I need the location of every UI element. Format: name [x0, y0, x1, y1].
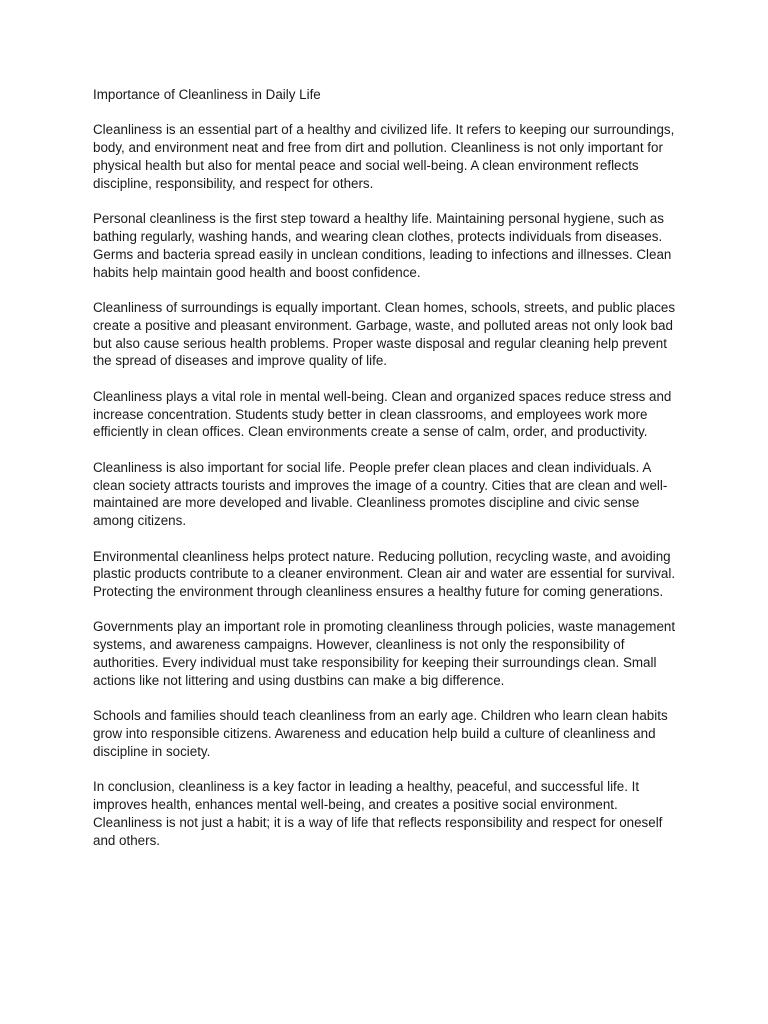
paragraph-surroundings: Cleanliness of surroundings is equally important. Clean homes, schools, streets, and public places create a positive and pleasant environment. Garbage, waste, and polluted areas not only look bad but also cause serious health problems. Proper waste disposal and regular cleaning help prevent the spread of diseases and improve quality of life. [93, 299, 676, 369]
paragraph-personal-cleanliness: Personal cleanliness is the first step toward a healthy life. Maintaining personal hygiene, such as bathing regularly, washing hands, and wearing clean clothes, protects individuals from diseases. Germs and bacteria spread easily in unclean conditions, leading to infections and illnesses. Clean habits help maintain good health and boost confidence. [93, 211, 672, 280]
paragraph-conclusion: In conclusion, cleanliness is a key factor in leading a healthy, peaceful, and successful life. It improves health, enhances mental well-being, and creates a positive social environment. Cleanliness is not just a habit; it is a way of life that reflects responsibility and respect for oneself and others. [93, 779, 663, 848]
paragraph-governments: Governments play an important role in promoting cleanliness through policies, waste management systems, and awareness campaigns. However, cleanliness is not only the responsibility of authorities. Every individual must take responsibility for keeping their surroundings clean. Small actions like not littering and using dustbins can make a big difference. [93, 619, 676, 688]
paragraph-schools-families: Schools and families should teach cleanliness from an early age. Children who learn clean habits grow into responsible citizens. Awareness and education help build a culture of cleanliness and discipline in society. [93, 708, 668, 759]
paragraph-mental-well-being: Cleanliness plays a vital role in mental well-being. Clean and organized spaces reduce stress and increase concentration. Students study better in clean classrooms, and employees work more efficiently in clean offices. Clean environments create a sense of calm, order, and productivity. [93, 388, 672, 440]
paragraph-introduction: Cleanliness is an essential part of a healthy and civilized life. It refers to keeping our surroundings, body, and environment neat and free from dirt and pollution. Cleanliness is not only important for physical health but also for mental peace and social well-being. A clean environment reflects discipline, responsibility, and respect for others. [93, 122, 675, 191]
document-title: Importance of Cleanliness in Daily Life [93, 87, 321, 102]
document-body [93, 86, 679, 867]
paragraph-environmental: Environmental cleanliness helps protect nature. Reducing pollution, recycling waste, and avoiding plastic products contribute to a cleaner environment. Clean air and water are essential for survival. Protecting the environment through cleanliness ensures a healthy future for coming generations. [93, 548, 676, 600]
paragraph-social-life: Cleanliness is also important for social life. People prefer clean places and clean individuals. A clean society attracts tourists and improves the image of a country. Cities that are clean and well-maintained are more developed and livable. Cleanliness promotes discipline and civic sense among citizens. [93, 459, 668, 529]
